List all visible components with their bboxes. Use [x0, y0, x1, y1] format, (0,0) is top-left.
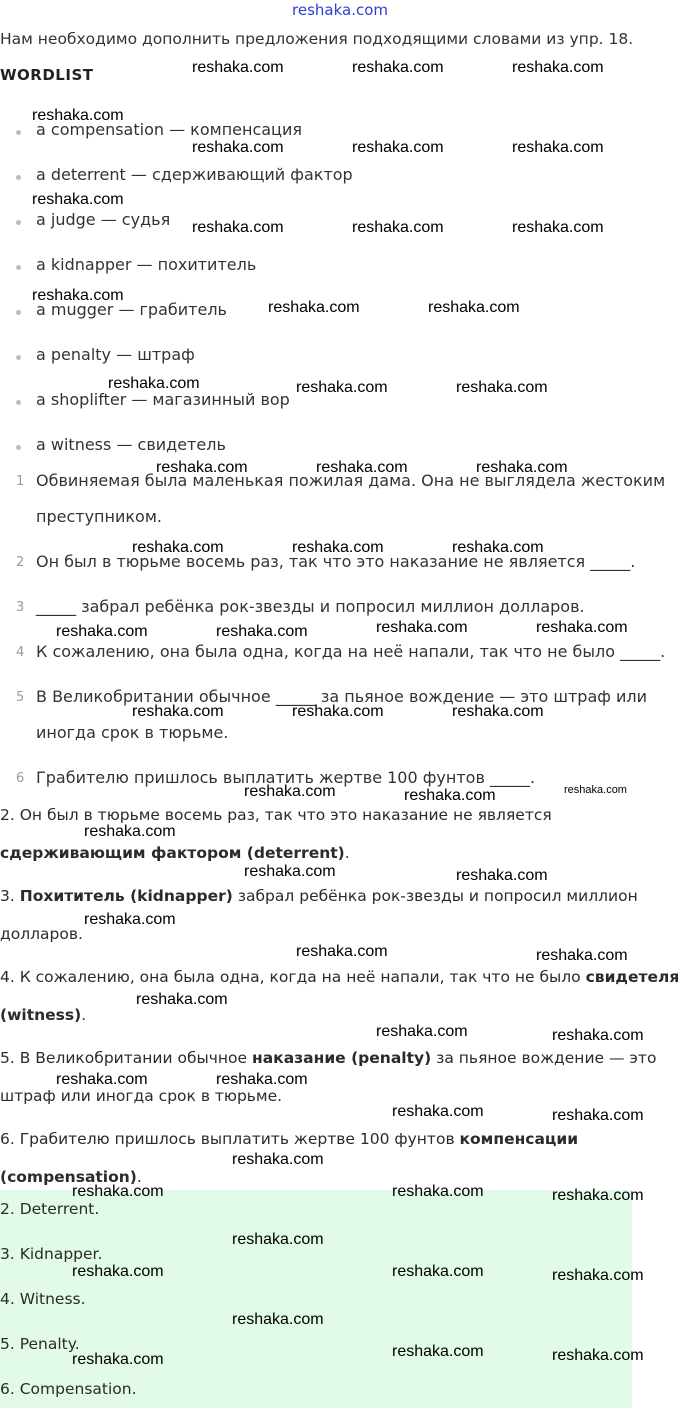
watermark: reshaka.com — [32, 287, 124, 304]
answer-text: 3. — [0, 887, 20, 905]
watermark: reshaka.com — [296, 943, 388, 960]
watermark: reshaka.com — [296, 379, 388, 396]
watermark: reshaka.com — [552, 1347, 644, 1364]
short-answer: 2. Deterrent. — [0, 1200, 100, 1218]
short-answer: 4. Witness. — [0, 1290, 86, 1308]
watermark: reshaka.com — [476, 459, 568, 476]
answer-text: за пьяное вождение — это штраф или иногда срок в тюрьме. — [0, 1049, 657, 1105]
watermark: reshaka.com — [232, 1151, 324, 1168]
short-answer: 5. Penalty. — [0, 1335, 80, 1353]
bullet-icon — [16, 310, 21, 315]
watermark: reshaka.com — [84, 823, 176, 840]
exercise-sentence: _____ забрал ребёнка рок-звезды и попросил миллион долларов. — [36, 597, 585, 616]
short-answer: 3. Kidnapper. — [0, 1245, 103, 1263]
watermark: reshaka.com — [552, 1027, 644, 1044]
watermark: reshaka.com — [156, 459, 248, 476]
watermark: reshaka.com — [108, 375, 200, 392]
bullet-icon — [16, 445, 21, 450]
watermark: reshaka.com — [564, 784, 627, 796]
watermark: reshaka.com — [456, 379, 548, 396]
exercise-number: 4 — [16, 645, 25, 660]
watermark: reshaka.com — [536, 619, 628, 636]
short-answers-box — [0, 1190, 632, 1408]
wordlist-item: a shoplifter — магазинный вор — [36, 390, 290, 409]
watermark: reshaka.com — [392, 1343, 484, 1360]
bullet-icon — [16, 130, 21, 135]
watermark: reshaka.com — [352, 219, 444, 236]
watermark: reshaka.com — [552, 1267, 644, 1284]
wordlist-item: a kidnapper — похититель — [36, 255, 257, 274]
watermark: reshaka.com — [136, 991, 228, 1008]
watermark: reshaka.com — [352, 139, 444, 156]
answer-line — [0, 958, 680, 1034]
answer-text: 4. К сожалению, она была одна, когда на неё напали, так что не было — [0, 968, 586, 986]
watermark: reshaka.com — [72, 1183, 164, 1200]
watermark: reshaka.com — [512, 139, 604, 156]
site-watermark[interactable]: reshaka.com — [292, 1, 388, 19]
watermark: reshaka.com — [376, 1023, 468, 1040]
exercise-number: 1 — [16, 474, 25, 489]
answer-text: 6. Грабителю пришлось выплатить жертве 100 фунтов — [0, 1130, 460, 1148]
answer-text: 5. В Великобритании обычное — [0, 1049, 252, 1067]
watermark: reshaka.com — [552, 1187, 644, 1204]
watermark: reshaka.com — [268, 299, 360, 316]
watermark: reshaka.com — [232, 1231, 324, 1248]
answer-word: наказание (penalty) — [252, 1049, 432, 1067]
wordlist-item: a penalty — штраф — [36, 345, 195, 364]
watermark: reshaka.com — [292, 703, 384, 720]
watermark: reshaka.com — [244, 863, 336, 880]
watermark: reshaka.com — [132, 703, 224, 720]
watermark: reshaka.com — [32, 107, 124, 124]
watermark: reshaka.com — [376, 619, 468, 636]
watermark: reshaka.com — [452, 539, 544, 556]
bullet-icon — [16, 355, 21, 360]
answer-word: Похититель (kidnapper) — [19, 887, 233, 905]
wordlist-title: WORDLIST — [0, 66, 94, 84]
watermark: reshaka.com — [512, 219, 604, 236]
wordlist-item: a deterrent — сдерживающий фактор — [36, 165, 353, 184]
watermark: reshaka.com — [216, 623, 308, 640]
watermark: reshaka.com — [132, 539, 224, 556]
watermark: reshaka.com — [404, 787, 496, 804]
watermark: reshaka.com — [192, 139, 284, 156]
exercise-sentence: К сожалению, она была одна, когда на неё напали, так что не было _____. — [36, 642, 666, 661]
watermark: reshaka.com — [32, 191, 124, 208]
answer-text: забрал ребёнка рок-звезды и попросил миллион долларов. — [0, 887, 638, 943]
task-intro: Нам необходимо дополнить предложения подходящими словами из упр. 18. — [0, 30, 634, 48]
exercise-sentence: Обвиняемая была маленькая пожилая дама. Она не выглядела жестоким преступником. — [36, 471, 666, 526]
watermark: reshaka.com — [512, 59, 604, 76]
watermark: reshaka.com — [392, 1263, 484, 1280]
watermark: reshaka.com — [192, 219, 284, 236]
watermark: reshaka.com — [452, 703, 544, 720]
watermark: reshaka.com — [216, 1071, 308, 1088]
short-answer: 6. Compensation. — [0, 1380, 137, 1398]
answer-word: компенсации (compensation) — [0, 1130, 579, 1186]
watermark: reshaka.com — [192, 59, 284, 76]
watermark: reshaka.com — [56, 1071, 148, 1088]
watermark: reshaka.com — [428, 299, 520, 316]
watermark: reshaka.com — [232, 1311, 324, 1328]
watermark: reshaka.com — [392, 1183, 484, 1200]
bullet-icon — [16, 175, 21, 180]
exercise-sentence: Грабителю пришлось выплатить жертве 100 фунтов _____. — [36, 768, 536, 787]
exercise-number: 6 — [16, 771, 25, 786]
answer-text: . — [81, 1006, 87, 1024]
wordlist-item: a witness — свидетель — [36, 435, 226, 454]
watermark: reshaka.com — [352, 59, 444, 76]
watermark: reshaka.com — [292, 539, 384, 556]
watermark: reshaka.com — [56, 623, 148, 640]
bullet-icon — [16, 265, 21, 270]
wordlist-item: a compensation — компенсация — [36, 120, 302, 139]
watermark: reshaka.com — [84, 911, 176, 928]
answer-word: сдерживающим фактором (deterrent) — [0, 844, 345, 862]
watermark: reshaka.com — [456, 867, 548, 884]
watermark: reshaka.com — [244, 783, 336, 800]
wordlist-item: a judge — судья — [36, 210, 171, 229]
bullet-icon — [16, 220, 21, 225]
watermark: reshaka.com — [552, 1107, 644, 1124]
exercise-number: 5 — [16, 690, 25, 705]
wordlist-item: a mugger — грабитель — [36, 300, 227, 319]
exercise-number: 2 — [16, 555, 25, 570]
exercise-sentence: Он был в тюрьме восемь раз, так что это наказание не является _____. — [36, 552, 636, 571]
exercise-sentence: В Великобритании обычное _____ за пьяное вождение — это штраф или иногда срок в тюрьме. — [36, 687, 648, 742]
watermark: reshaka.com — [72, 1263, 164, 1280]
watermark: reshaka.com — [392, 1103, 484, 1120]
bullet-icon — [16, 400, 21, 405]
watermark: reshaka.com — [316, 459, 408, 476]
answer-word: свидетеля (witness) — [0, 968, 680, 1024]
answer-text: 2. Он был в тюрьме восемь раз, так что это наказание не является — [0, 806, 552, 824]
answer-text: . — [136, 1168, 142, 1186]
answer-text: . — [344, 844, 350, 862]
exercise-number: 3 — [16, 600, 25, 615]
watermark: reshaka.com — [536, 947, 628, 964]
watermark: reshaka.com — [72, 1351, 164, 1368]
